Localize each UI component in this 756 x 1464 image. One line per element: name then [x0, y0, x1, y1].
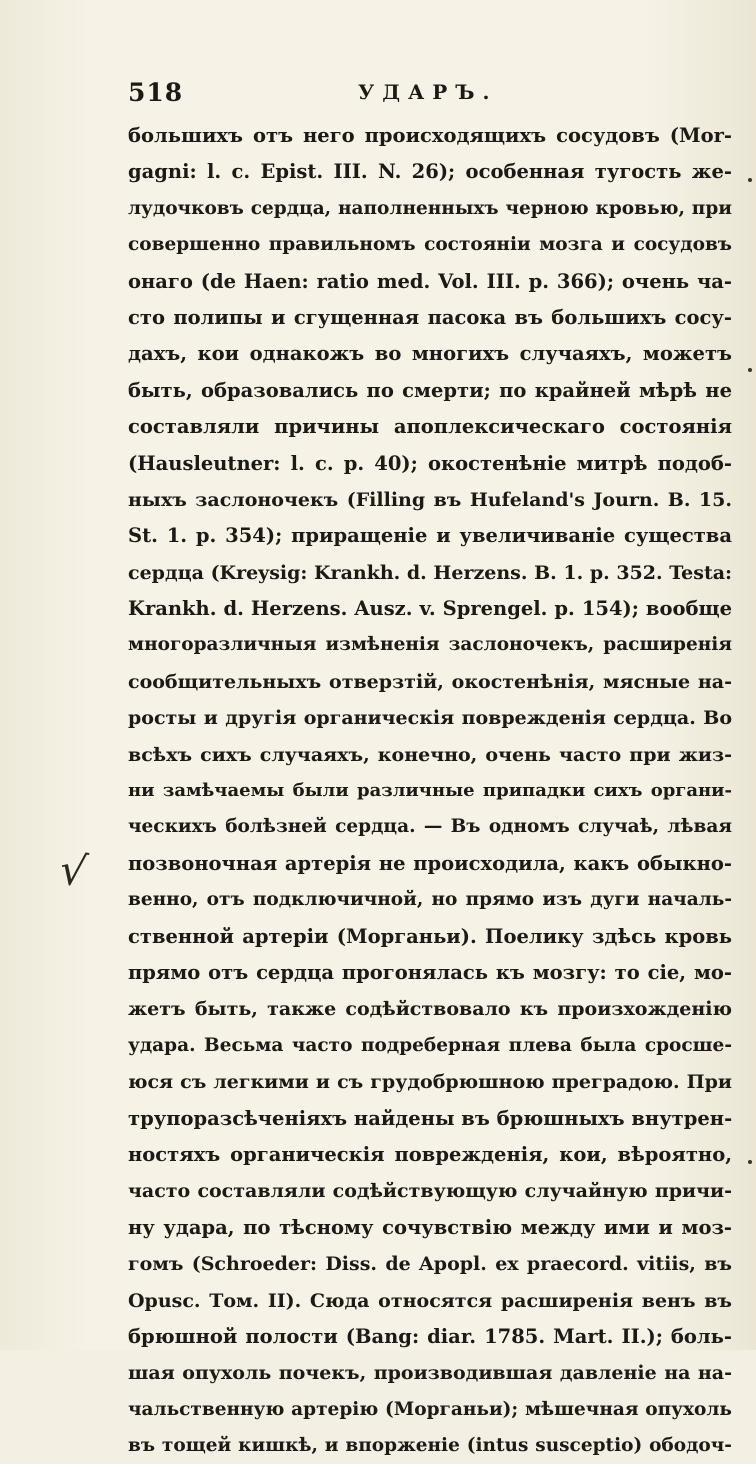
handwritten-margin-mark: √	[56, 844, 91, 897]
text-line: совершенно правильномъ состояніи мозга и сосудовъ	[128, 234, 732, 256]
text-line: ческихъ болѣзней сердца. — Въ одномъ случаѣ, лѣвая	[128, 816, 732, 838]
text-line: брюшной полости (Bang: diar. 1785. Mart. II.); боль-	[128, 1324, 732, 1348]
text-line: всѣхъ сихъ случаяхъ, конечно, очень часто при жиз-	[128, 743, 732, 766]
text-line: сто полипы и сгущенная пасока въ большихъ сосу-	[128, 305, 732, 329]
text-line: большихъ отъ него происходящихъ сосудовъ (Mor-	[128, 124, 732, 147]
text-line: быть, образовались по смерти; по крайней мѣрѣ не	[128, 378, 732, 402]
text-line: часто составляли содѣйствующую случайную причи-	[128, 1180, 732, 1203]
text-line: трупоразсѣченіяхъ найдены въ брюшныхъ внутрен-	[128, 1106, 732, 1130]
edge-speck	[748, 178, 752, 182]
text-line: ностяхъ органическія поврежденія, кои, вѣроятно,	[128, 1142, 732, 1166]
text-line: (Hausleutner: l. c. p. 40); окостенѣніе митрѣ подоб-	[128, 451, 732, 475]
running-head: УДАРЪ.	[358, 80, 498, 104]
text-line: gagni: l. c. Epist. III. N. 26); особенная тугость же-	[128, 160, 732, 184]
text-line: шая опухоль почекъ, производившая давленіе на на-	[128, 1362, 732, 1385]
text-line: ственной артеріи (Морганьи). Поелику здѣсь кровь	[128, 924, 732, 948]
text-line: многоразличныя измѣненія заслоночекъ, расширенія	[128, 634, 732, 656]
text-line: лудочковъ сердца, наполненныхъ черною кровью, при	[128, 197, 732, 219]
text-line: St. 1. p. 354); приращеніе и увеличиваніе существа	[128, 524, 732, 548]
text-line: Opusc. Том. II). Сюда относятся расширенія венъ въ	[128, 1289, 732, 1312]
body-text	[128, 118, 732, 1464]
page-number: 518	[128, 78, 184, 107]
edge-speck	[748, 368, 752, 372]
text-line: прямо отъ сердца прогонялась къ мозгу: то сіе, мо-	[128, 960, 732, 984]
text-line: дахъ, кои однакожъ во многихъ случаяхъ, можетъ	[128, 342, 732, 366]
text-line: сообщительныхъ отверзтій, окостенѣнія, мясные на-	[128, 670, 732, 693]
text-line: сердца (Kreysig: Krankh. d. Herzens. B. 1. p. 352. Testa:	[128, 561, 732, 584]
text-line: позвоночная артерія не происходила, какъ обыкно-	[128, 851, 732, 875]
text-line: удара. Весьма часто подреберная плева была сросше-	[128, 1034, 732, 1056]
text-line: составляли причины апоплексическаго состоянія	[128, 415, 732, 439]
text-line: чальственную артерію (Морганьи); мѣшечная опухоль	[128, 1398, 732, 1420]
text-line: гомъ (Schroeder: Diss. de Apopl. ex praecord. vitiis, въ	[128, 1253, 732, 1276]
edge-speck	[748, 1160, 752, 1164]
text-line: онаго (de Haen: ratio med. Vol. III. p. 366); очень ча-	[128, 269, 732, 293]
text-line: ныхъ заслоночекъ (Filling въ Hufeland's Journ. B. 15.	[128, 488, 732, 511]
text-line: ни замѣчаемы были различные припадки сихъ органи-	[128, 780, 732, 802]
text-line: жетъ быть, также содѣйствовало къ произхожденію	[128, 998, 732, 1021]
text-line: ну удара, по тѣсному сочувствію между ими и моз-	[128, 1215, 732, 1239]
text-line: Krankh. d. Herzens. Ausz. v. Sprengel. p. 154); вообще	[128, 597, 732, 621]
page-header	[128, 78, 608, 112]
text-line: венно, отъ подключичной, но прямо изъ дуги началь-	[128, 889, 732, 911]
text-line: юся съ легкими и съ грудобрюшною преградою. При	[128, 1071, 732, 1094]
text-line: въ тощей кишкѣ, и впорженіе (intus susceptio) ободоч-	[128, 1435, 732, 1457]
text-line: росты и другія органическія поврежденія сердца. Во	[128, 707, 732, 730]
